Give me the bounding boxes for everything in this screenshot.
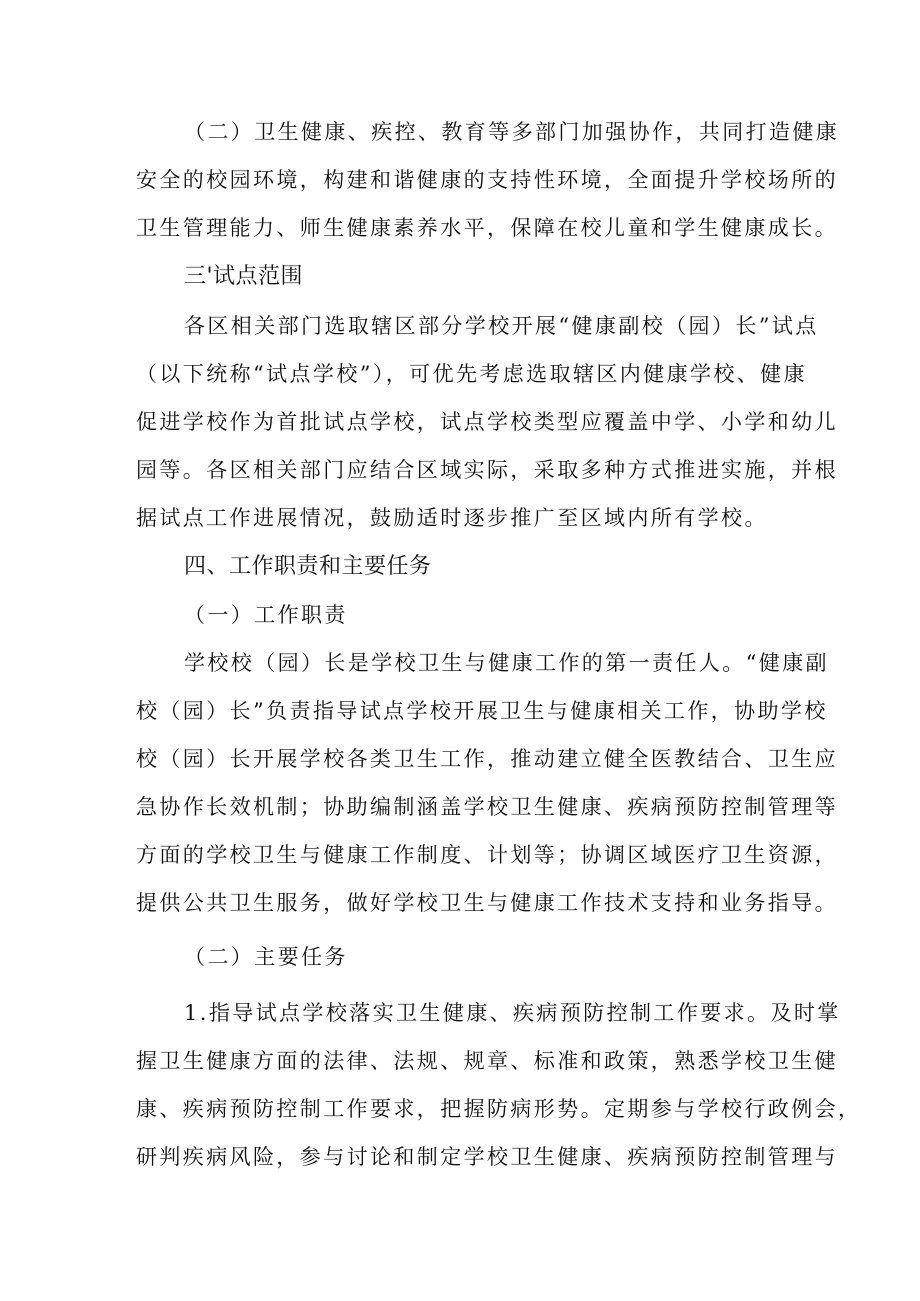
paragraph-line: （二）卫生健康、疾控、教育等多部门加强协作，共同打造健康 xyxy=(184,120,840,144)
section-heading: 四、工作职责和主要任务 xyxy=(184,554,432,579)
paragraph-line: 方面的学校卫生与健康工作制度、计划等；协调区域医疗卫生资源， xyxy=(136,843,838,867)
paragraph-line: （以下统称“试点学校”），可优先考虑选取辖区内健康学校、健康 xyxy=(136,362,807,386)
paragraph-line: 促进学校作为首批试点学校，试点学校类型应覆盖中学、小学和幼儿 xyxy=(136,410,838,434)
paragraph-line: 园等。各区相关部门应结合区域实际，采取多种方式推进实施，并根 xyxy=(136,458,838,482)
subsection-heading: （二）主要任务 xyxy=(184,945,348,969)
paragraph-line: 各区相关部门选取辖区部分学校开展“健康副校（园）长”试点 xyxy=(184,314,819,338)
paragraph-line: 据试点工作进展情况，鼓励适时逐步推广至区域内所有学校。 xyxy=(136,506,768,530)
paragraph-line: 提供公共卫生服务，做好学校卫生与健康工作技术支持和业务指导。 xyxy=(136,891,838,915)
paragraph-line: 校（园）长”负责指导试点学校开展卫生与健康相关工作，协助学校 xyxy=(136,699,828,723)
paragraph-line: 卫生管理能力、师生健康素养水平，保障在校儿童和学生健康成长。 xyxy=(136,216,838,240)
paragraph-line: 研判疾病风险，参与讨论和制定学校卫生健康、疾病预防控制管理与 xyxy=(136,1145,838,1169)
paragraph-line: 学校校（园）长是学校卫生与健康工作的第一责任人。“健康副 xyxy=(184,651,829,675)
subsection-heading: （一）工作职责 xyxy=(184,603,348,627)
section-heading: 三'试点范围 xyxy=(184,264,304,289)
paragraph-line: 安全的校园环境，构建和谐健康的支持性环境，全面提升学校场所的 xyxy=(136,168,838,192)
paragraph-line: 校（园）长开展学校各类卫生工作，推动建立健全医教结合、卫生应 xyxy=(136,747,838,771)
paragraph-line: 握卫生健康方面的法律、法规、规章、标准和政策，熟悉学校卫生健 xyxy=(136,1049,838,1073)
paragraph-line: 1.指导试点学校落实卫生健康、疾病预防控制工作要求。及时掌 xyxy=(184,1001,841,1025)
paragraph-line: 急协作长效机制；协助编制涵盖学校卫生健康、疾病预防控制管理等 xyxy=(136,795,838,819)
paragraph-line: 康、疾病预防控制工作要求，把握防病形势。定期参与学校行政例会， xyxy=(136,1097,862,1121)
